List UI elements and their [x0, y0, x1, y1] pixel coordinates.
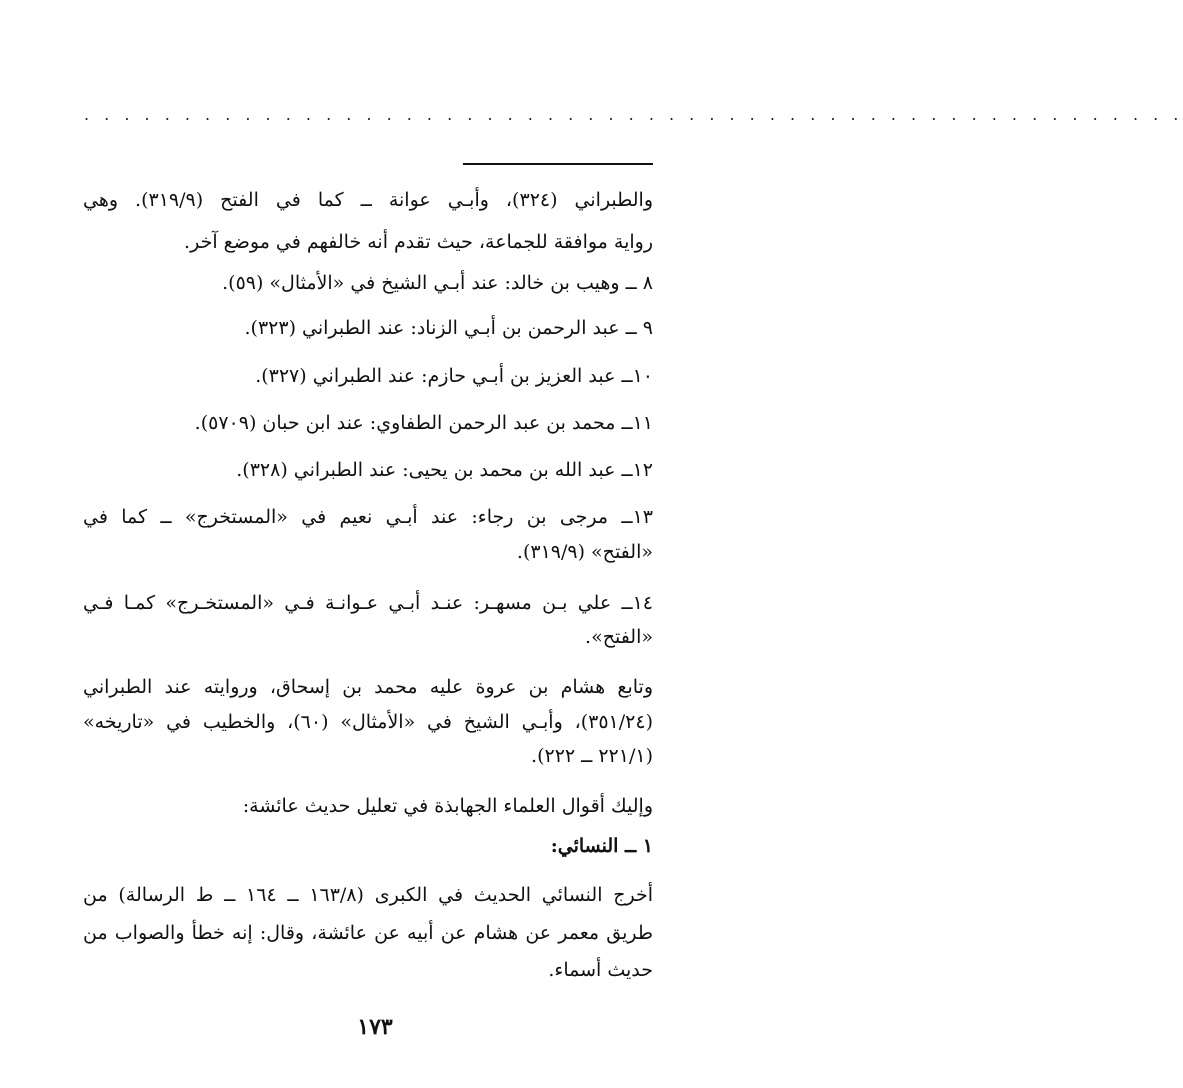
text-line: حديث أسماء.	[548, 959, 653, 981]
list-item-continuation: «الفتح» (٣١٩/٩).	[516, 541, 653, 563]
list-item-continuation: «الفتح».	[585, 626, 653, 648]
text-line: (٣٥١/٢٤)، وأبـي الشيخ في «الأمثال» (٦٠)، والخطيب في «تاريخه»	[83, 711, 653, 733]
list-item: ١٣ــ مرجى بن رجاء: عند أبـي نعيم في «المستخرج» ــ كما في	[83, 506, 653, 528]
text-line: والطبراني (٣٢٤)، وأبـي عوانة ــ كما في الفتح (٣١٩/٩). وهي	[83, 189, 653, 211]
dotted-separator: . . . . . . . . . . . . . . . . . . . . . . . . . . . . . . . . . . . . . . . . . . . . . . . . . . . . . . .	[84, 105, 1183, 124]
text-line: رواية موافقة للجماعة، حيث تقدم أنه خالفهم في موضع آخر.	[184, 231, 653, 253]
section-heading: ١ ــ النسائي:	[550, 835, 653, 857]
footnote-rule	[463, 163, 653, 165]
list-item: ٩ ــ عبد الرحمن بن أبـي الزناد: عند الطبراني (٣٢٣).	[244, 317, 653, 339]
page-number: ١٧٣	[357, 1014, 393, 1040]
text-line: طريق معمر عن هشام عن أبيه عن عائشة، وقال: إنه خطأ والصواب من	[83, 922, 653, 944]
list-item: ١١ــ محمد بن عبد الرحمن الطفاوي: عند ابن حبان (٥٧٠٩).	[194, 412, 653, 434]
text-line: (٢٢١/١ ــ ٢٢٢).	[531, 745, 653, 767]
list-item: ١٢ــ عبد الله بن محمد بن يحيى: عند الطبراني (٣٢٨).	[236, 459, 653, 481]
list-item: ١٠ــ عبد العزيز بن أبـي حازم: عند الطبراني (٣٢٧).	[255, 365, 653, 387]
text-line: أخرج النسائي الحديث في الكبرى (١٦٣/٨ ــ ١٦٤ ــ ط الرسالة) من	[83, 884, 653, 906]
list-item: ١٤ــ علي بـن مسهـر: عنـد أبـي عـوانـة فـي «المستخـرج» كمـا فـي	[83, 592, 653, 614]
text-line: وتابع هشام بن عروة عليه محمد بن إسحاق، وروايته عند الطبراني	[83, 676, 653, 698]
text-line: وإليك أقوال العلماء الجهابذة في تعليل حديث عائشة:	[242, 795, 653, 817]
list-item: ٨ ــ وهيب بن خالد: عند أبـي الشيخ في «الأمثال» (٥٩).	[222, 272, 653, 294]
